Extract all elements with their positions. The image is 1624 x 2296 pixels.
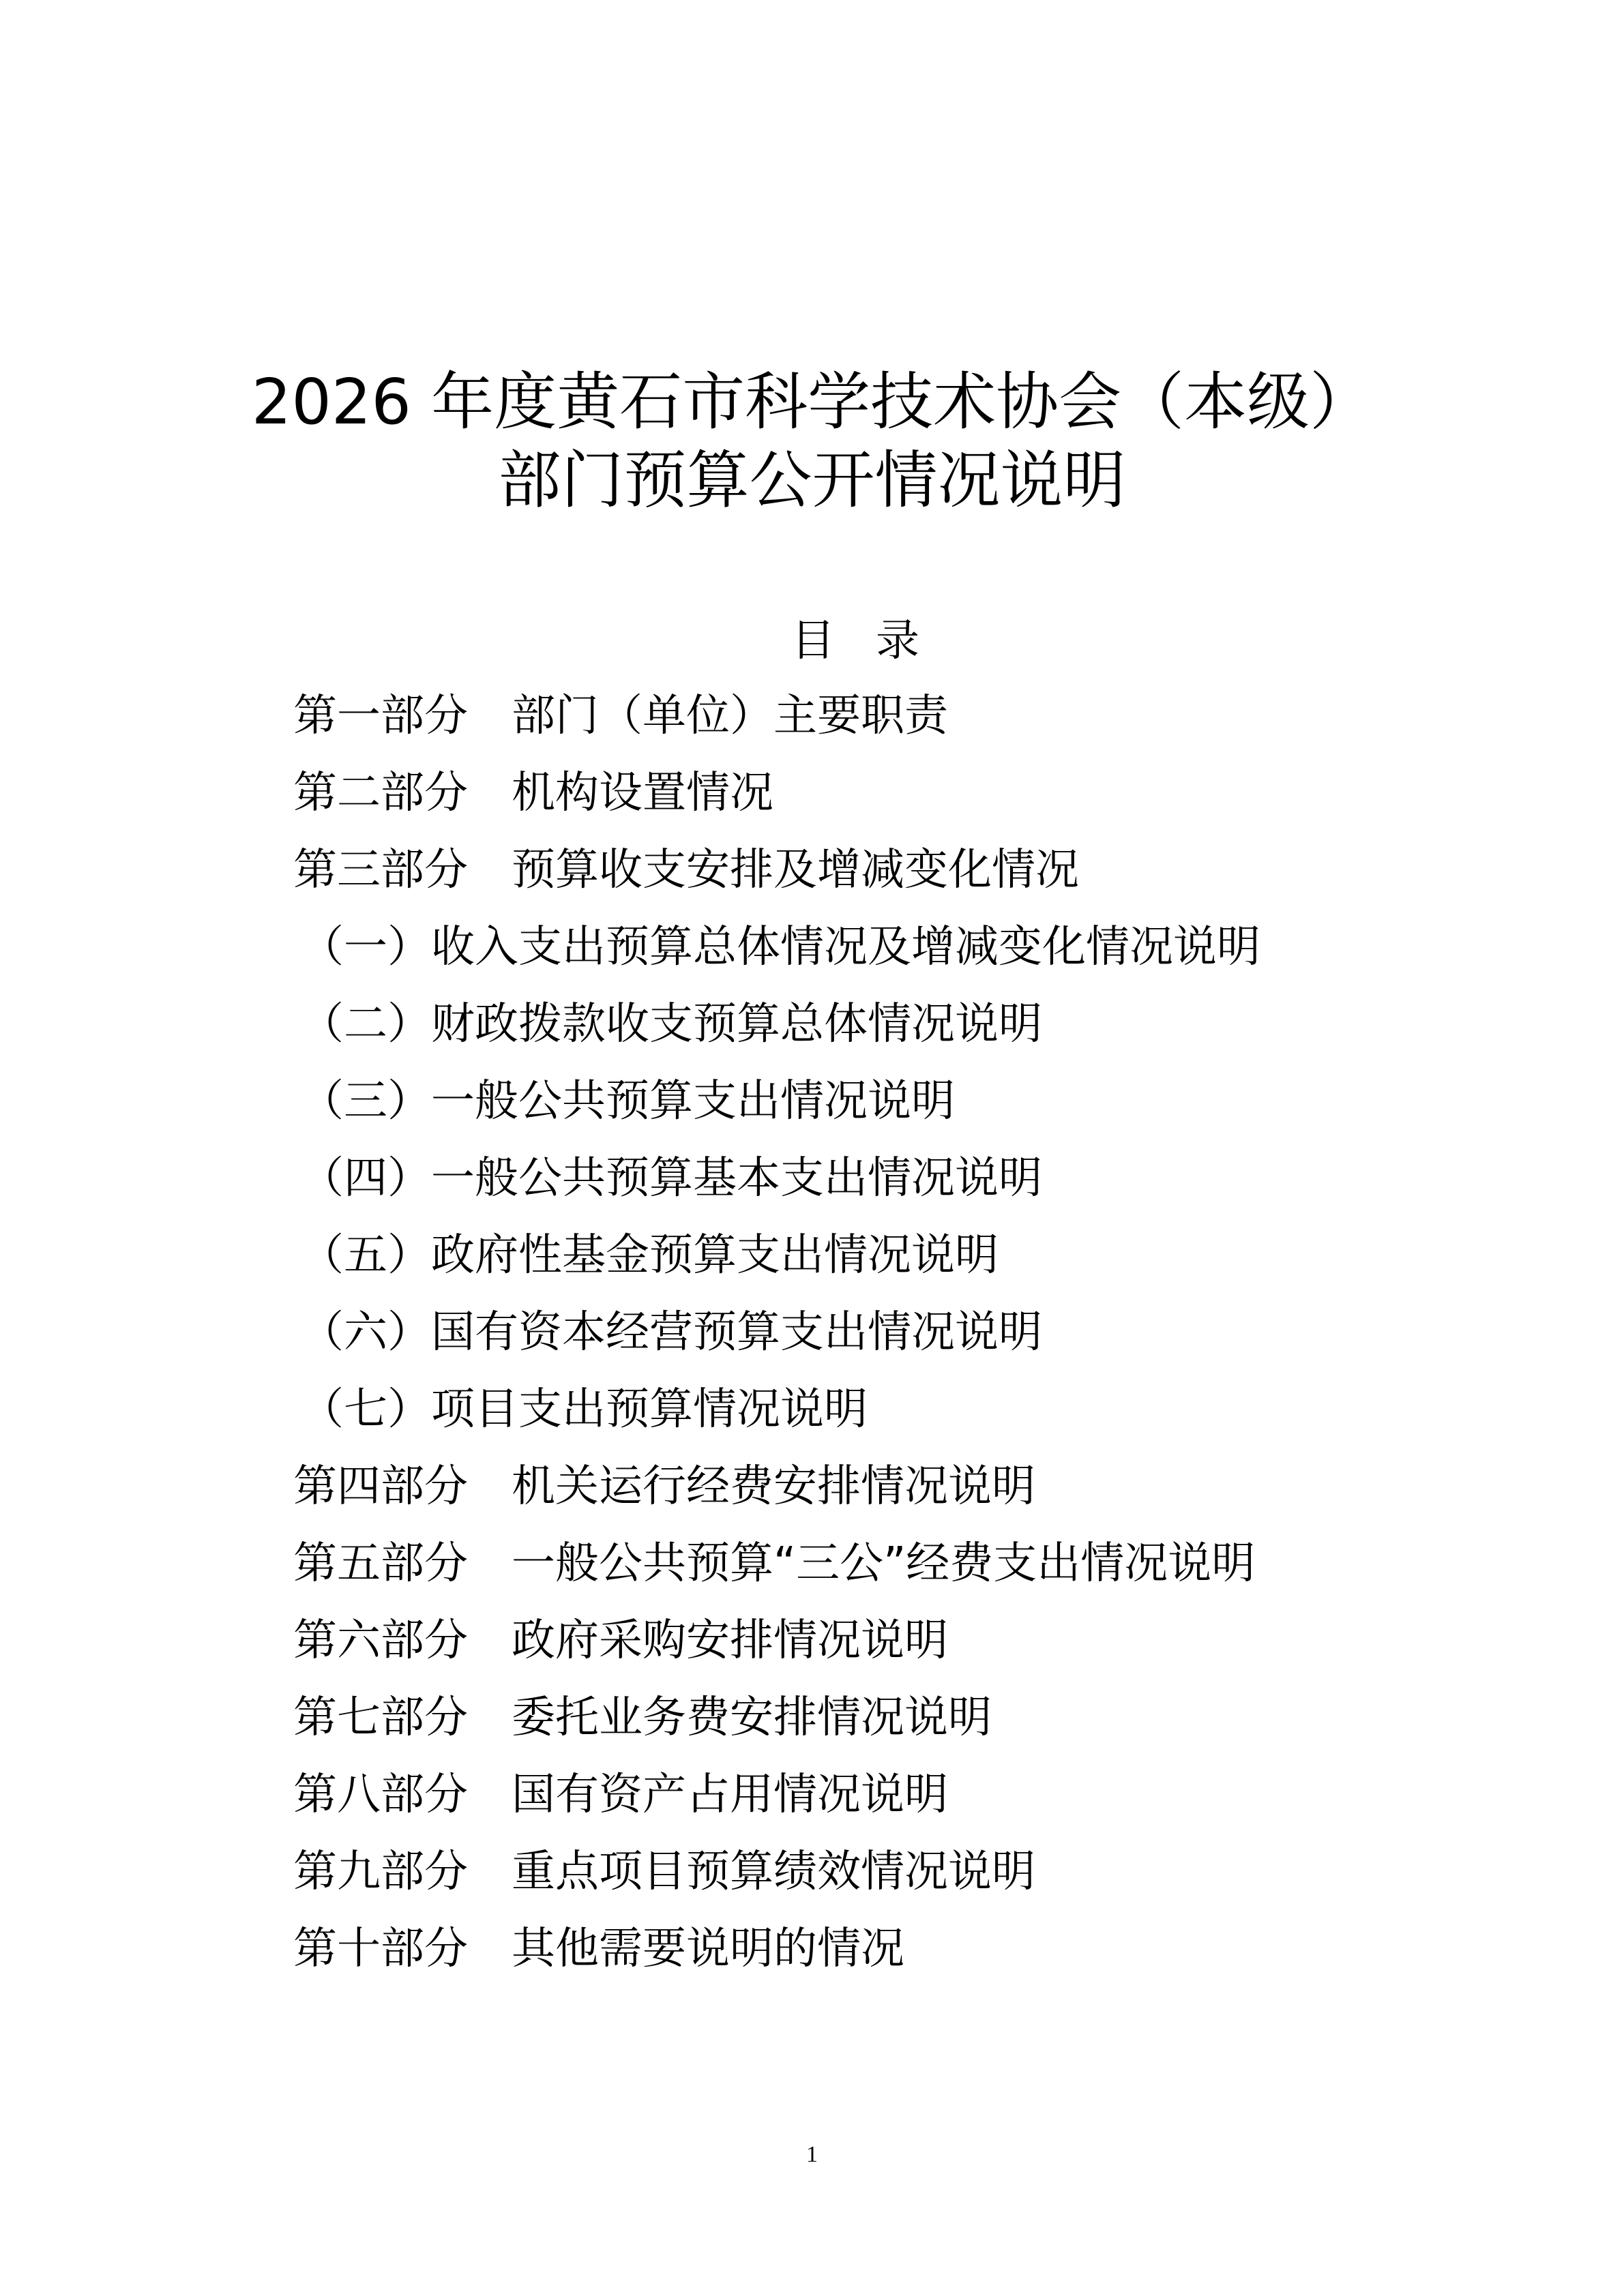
toc-item-number: （六） [300,1307,431,1358]
toc-item-number: 第七部分 [293,1693,468,1743]
toc-subitem-1 [300,916,1260,978]
toc-item-number: （三） [300,1076,431,1127]
toc-item-label: 其他需要说明的情况 [512,1924,904,1974]
toc-item-label: 政府性基金预算支出情况说明 [431,1230,999,1281]
toc-item-label: 机构设置情况 [512,768,773,818]
toc-item-label: 政府采购安排情况说明 [512,1615,948,1666]
toc-item-label: 部门（单位）主要职责 [512,691,948,741]
toc-item-label: 项目支出预算情况说明 [431,1384,868,1435]
toc-subitem-4 [300,1148,1042,1209]
toc-item-number: 第二部分 [293,768,468,818]
toc-item-label: 委托业务费安排情况说明 [512,1693,992,1743]
toc-item-part-5 [293,1533,1255,1594]
toc-subitem-2 [300,994,1042,1055]
toc-heading: 目录 [791,616,960,666]
page-number: 1 [806,2142,818,2167]
toc-item-label: 一般公共预算基本支出情况说明 [431,1153,1042,1204]
toc-item-part-7 [293,1687,992,1748]
toc-item-number: 第六部分 [293,1615,468,1666]
toc-item-part-8 [293,1764,948,1825]
toc-subitem-6 [300,1302,1042,1363]
toc-item-label: 国有资本经营预算支出情况说明 [431,1307,1042,1358]
toc-item-number: （七） [300,1384,431,1435]
toc-item-part-1 [293,685,948,747]
toc-subitem-5 [300,1225,999,1286]
toc-item-part-4 [293,1456,1035,1517]
toc-subitem-3 [300,1071,955,1132]
toc-item-part-6 [293,1610,948,1671]
toc-item-label: 一般公共预算“三公”经费支出情况说明 [512,1538,1256,1589]
toc-item-number: 第八部分 [293,1770,468,1820]
document-title-line-2: 部门预算公开情况说明 [498,444,1126,517]
toc-item-label: 收入支出预算总体情况及增减变化情况说明 [431,922,1260,972]
toc-item-part-10 [293,1918,904,1980]
toc-item-label: 一般公共预算支出情况说明 [431,1076,955,1127]
toc-item-part-3 [293,839,1079,901]
toc-item-part-2 [293,762,773,824]
document-title-line-1: 2026 年度黄石市科学技术协会（本级） [251,366,1373,438]
toc-item-label: 国有资产占用情况说明 [512,1770,948,1820]
toc-item-number: 第三部分 [293,845,468,895]
toc-item-number: 第一部分 [293,691,468,741]
toc-item-label: 预算收支安排及增减变化情况 [512,845,1079,895]
toc-item-number: （一） [300,922,431,972]
toc-item-number: （五） [300,1230,431,1281]
toc-item-label: 财政拨款收支预算总体情况说明 [431,999,1042,1049]
toc-item-part-9 [293,1841,1035,1903]
toc-item-number: 第四部分 [293,1461,468,1512]
toc-item-number: 第十部分 [293,1924,468,1974]
toc-item-number: （二） [300,999,431,1049]
toc-item-number: 第九部分 [293,1847,468,1897]
toc-item-label: 机关运行经费安排情况说明 [512,1461,1035,1512]
toc-item-label: 重点项目预算绩效情况说明 [512,1847,1035,1897]
toc-item-number: 第五部分 [293,1538,468,1589]
toc-subitem-7 [300,1379,868,1440]
toc-item-number: （四） [300,1153,431,1204]
